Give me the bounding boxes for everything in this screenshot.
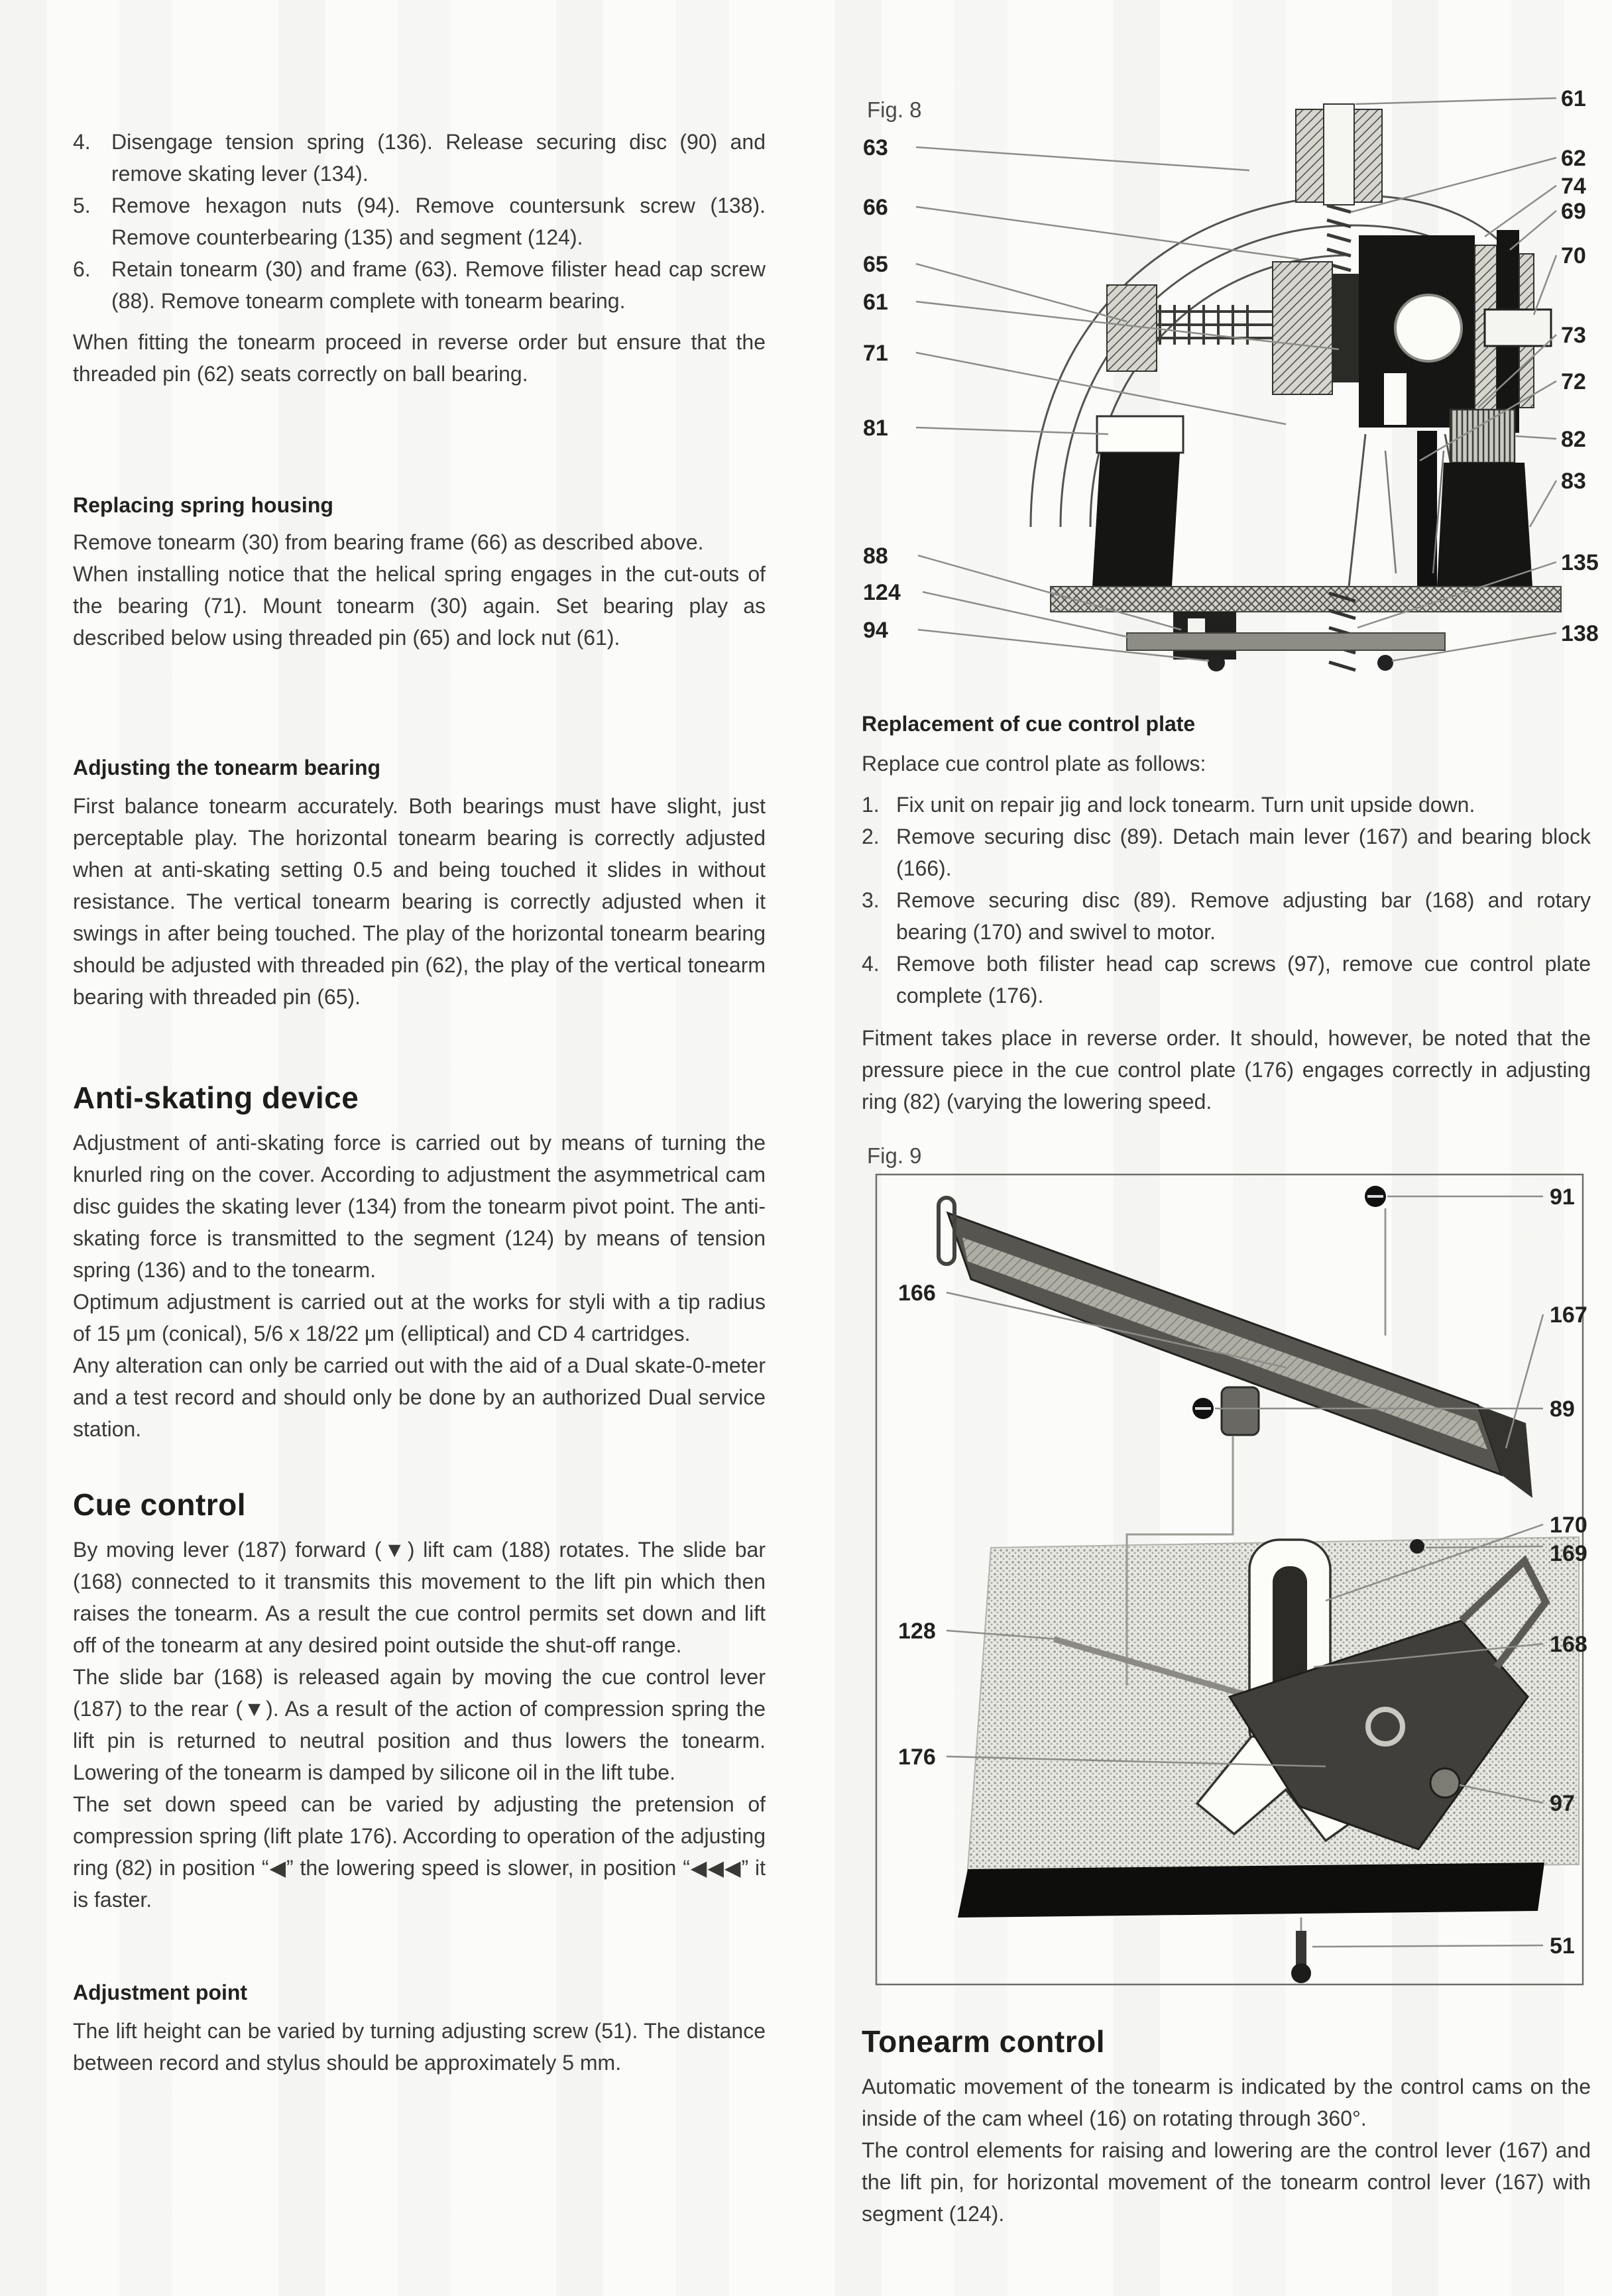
left-mount-cap bbox=[1097, 416, 1183, 453]
segment-bar bbox=[1127, 633, 1445, 650]
fig9-callout-166: 166 bbox=[898, 1281, 936, 1306]
fig9-callout-97: 97 bbox=[1550, 1791, 1575, 1816]
step-text: Remove securing disc (89). Remove adjusting bar (168) and rotary bearing (170) and swivel to motor. bbox=[896, 888, 1591, 944]
section-title-spring-housing: Replacing spring housing bbox=[73, 493, 333, 517]
fig9-callout-170: 170 bbox=[1550, 1513, 1587, 1538]
chassis-edge-bar bbox=[958, 1863, 1544, 1918]
knurled-adjusting-ring bbox=[1450, 410, 1515, 463]
list-item bbox=[73, 126, 766, 190]
step-text: Retain tonearm (30) and frame (63). Remove filister head cap screw (88). Remove tonearm complete with tonearm bearing. bbox=[111, 257, 766, 313]
section-title-tonearm-control: Tonearm control bbox=[862, 2024, 1106, 2059]
step-number: 5. bbox=[73, 194, 91, 217]
disassembly-steps bbox=[73, 126, 766, 317]
left-bushing bbox=[1273, 262, 1332, 394]
fig8-callout-88: 88 bbox=[863, 544, 888, 569]
list-item bbox=[862, 821, 1591, 884]
step-number: 4. bbox=[73, 130, 91, 154]
list-item bbox=[862, 884, 1591, 948]
countersunk-screw bbox=[1377, 655, 1393, 671]
fig8-callout-81: 81 bbox=[863, 416, 888, 441]
lift-pin-boss bbox=[1222, 1387, 1259, 1435]
paragraph: Any alteration can only be carried out with the aid of a Dual skate-0-meter and a test record and should only be done by an authorized Dual service station. bbox=[73, 1353, 766, 1441]
fig9-callout-128: 128 bbox=[898, 1619, 936, 1644]
fig8-callout-70: 70 bbox=[1561, 243, 1586, 268]
adjusting-screw-head bbox=[1291, 1963, 1311, 1983]
chassis-plate bbox=[1051, 587, 1561, 612]
figure-8-diagram bbox=[862, 63, 1612, 676]
step-text: Disengage tension spring (136). Release securing disc (90) and remove skating lever (134). bbox=[111, 130, 766, 186]
left-screw-thread bbox=[1157, 305, 1273, 345]
fig8-callout-72: 72 bbox=[1561, 369, 1586, 394]
lever-end-pin bbox=[939, 1198, 954, 1264]
paragraph: Automatic movement of the tonearm is indicated by the control cams on the inside of the cam wheel (16) on rotating through 360°. bbox=[862, 2075, 1591, 2130]
right-rubber-mount bbox=[1437, 463, 1532, 587]
list-item bbox=[73, 253, 766, 317]
list-item bbox=[862, 948, 1591, 1011]
fig8-callout-71: 71 bbox=[863, 341, 888, 366]
paragraph: Fitment takes place in reverse order. It should, however, be noted that the pressure piece in the cue control plate (176) engages correctly in adjusting ring (82) (varying the lowering speed. bbox=[862, 1026, 1591, 1114]
paragraph: The lift height can be varied by turning adjusting screw (51). The distance between record and stylus should be approximately 5 mm. bbox=[73, 2019, 766, 2075]
paragraph: Remove tonearm (30) from bearing frame (66) as described above. bbox=[73, 530, 704, 554]
fitting-note: When fitting the tonearm proceed in reverse order but ensure that the threaded pin (62) seats correctly on ball bearing. bbox=[73, 330, 766, 386]
list-item bbox=[73, 190, 766, 253]
section-title-tonearm-bearing: Adjusting the tonearm bearing bbox=[73, 756, 381, 779]
fig9-callout-91: 91 bbox=[1550, 1184, 1575, 1210]
section-title-cue-plate: Replacement of cue control plate bbox=[862, 712, 1196, 736]
fig9-callout-169: 169 bbox=[1550, 1541, 1587, 1566]
figure-9-label: Fig. 9 bbox=[867, 1143, 922, 1168]
fig8-callout-135: 135 bbox=[1561, 550, 1599, 575]
section-title-anti-skating: Anti-skating device bbox=[73, 1080, 359, 1115]
paragraph: Adjustment of anti-skating force is carried out by means of turning the knurled ring on the cover. According to adjustment the asymmetrical cam disc guides the skating lever (134) from the tonearm pivot point. The anti-skating force is transmitted to the segment (124) by means of tension spring (136) and to the tonearm. bbox=[73, 1131, 766, 1282]
figure-9-diagram bbox=[862, 1137, 1612, 1995]
fig8-callout-124: 124 bbox=[863, 580, 901, 605]
pivot-bolt bbox=[1485, 310, 1551, 346]
fig8-callout-94: 94 bbox=[863, 618, 888, 643]
step-number: 1. bbox=[862, 793, 880, 817]
step-text: Fix unit on repair jig and lock tonearm. Turn unit upside down. bbox=[896, 793, 1475, 817]
fig8-callout-82: 82 bbox=[1561, 427, 1586, 452]
top-screw-slot bbox=[1324, 104, 1354, 205]
list-item bbox=[862, 789, 1591, 821]
bearing-bore bbox=[1395, 295, 1462, 361]
step-text: Remove hexagon nuts (94). Remove countersunk screw (138). Remove counterbearing (135) and segment (124). bbox=[111, 194, 766, 249]
rotary-bearing-pin-169 bbox=[1410, 1539, 1424, 1554]
fig8-callout-62: 62 bbox=[1561, 146, 1586, 171]
filister-screw-97 bbox=[1430, 1768, 1460, 1798]
fig8-callout-61-right: 61 bbox=[1561, 86, 1586, 111]
step-number: 2. bbox=[862, 825, 880, 848]
fig8-callout-74: 74 bbox=[1561, 174, 1586, 199]
bearing-slot bbox=[1384, 373, 1407, 425]
section-title-adjustment-point: Adjustment point bbox=[73, 1980, 248, 2004]
fig9-callout-168: 168 bbox=[1550, 1632, 1587, 1657]
tonearm-control-section bbox=[862, 2023, 1591, 2230]
step-text: Remove securing disc (89). Detach main lever (167) and bearing block (166). bbox=[896, 825, 1591, 880]
fig8-callout-73: 73 bbox=[1561, 323, 1586, 348]
paragraph: First balance tonearm accurately. Both bearings must have slight, just perceptable play. The horizontal tonearm bearing is correctly adjusted when at anti-skating setting 0.5 and being touched it slides in without resistance. The vertical tonearm bearing is correctly adjusted when it swings in after being touched. The play of the horizontal tonearm bearing should be adjusted with threaded pin (62), the play of the vertical tonearm bearing with threaded pin (65). bbox=[73, 794, 766, 1009]
fig8-callout-83: 83 bbox=[1561, 469, 1586, 494]
fig9-callout-51: 51 bbox=[1550, 1933, 1575, 1959]
section-title-cue-control: Cue control bbox=[73, 1487, 247, 1522]
fig9-callout-167: 167 bbox=[1550, 1302, 1587, 1328]
step-number: 4. bbox=[862, 952, 880, 976]
figure-8-label: Fig. 8 bbox=[867, 97, 922, 122]
step-text: Remove both filister head cap screws (97), remove cue control plate complete (176). bbox=[896, 952, 1591, 1007]
step-number: 6. bbox=[73, 257, 91, 281]
paragraph: When installing notice that the helical spring engages in the cut-outs of the bearing (71). Mount tonearm (30) again. Set bearing play as described below using threaded pin (65) and lock nut (61). bbox=[73, 562, 766, 650]
cue-plate-section bbox=[862, 708, 1591, 1118]
left-rubber-mount bbox=[1092, 453, 1180, 587]
left-column bbox=[73, 126, 766, 2079]
step-number: 3. bbox=[862, 888, 880, 912]
fig8-callout-65: 65 bbox=[863, 252, 888, 277]
paragraph: The slide bar (168) is released again by moving the cue control lever (187) to the rear (▼). As a result of the action of compression spring the lift pin is returned to neutral position and thus lowers the tonearm. Lowering of the tonearm is damped by silicone oil in the lift tube. bbox=[73, 1665, 766, 1784]
hexagon-nut bbox=[1208, 654, 1225, 671]
paragraph: Optimum adjustment is carried out at the works for styli with a tip radius of 15 μm (conical), 5/6 x 18/22 μm (elliptical) and CD 4 cartridges. bbox=[73, 1290, 766, 1346]
lock-nut bbox=[1332, 274, 1359, 382]
fig8-callout-138: 138 bbox=[1561, 621, 1599, 646]
paragraph: By moving lever (187) forward (▼) lift cam (188) rotates. The slide bar (168) connected to it transmits this movement to the lift pin which then raises the tonearm. As a result the cue control permits set down and lift off of the tonearm at any desired point outside the shut-off range. bbox=[73, 1538, 766, 1657]
fig8-callout-63: 63 bbox=[863, 135, 888, 160]
fig8-callout-69: 69 bbox=[1561, 199, 1586, 224]
fig8-callout-66: 66 bbox=[863, 195, 888, 220]
paragraph: Replace cue control plate as follows: bbox=[862, 752, 1206, 775]
paragraph: The control elements for raising and lowering are the control lever (167) and the lift pin, for horizontal movement of the tonearm control lever (167) with segment (124). bbox=[862, 2138, 1591, 2226]
fig9-callout-176: 176 bbox=[898, 1745, 936, 1770]
paragraph: The set down speed can be varied by adjusting the pretension of compression spring (lift plate 176). According to operation of the adjusting ring (82) in position “◀” the lowering speed is slower, in position “◀◀◀” it is faster. bbox=[73, 1792, 766, 1912]
fig8-callout-61-left: 61 bbox=[863, 290, 888, 315]
cue-plate-steps bbox=[862, 789, 1591, 1011]
fig9-callout-89: 89 bbox=[1550, 1397, 1575, 1422]
